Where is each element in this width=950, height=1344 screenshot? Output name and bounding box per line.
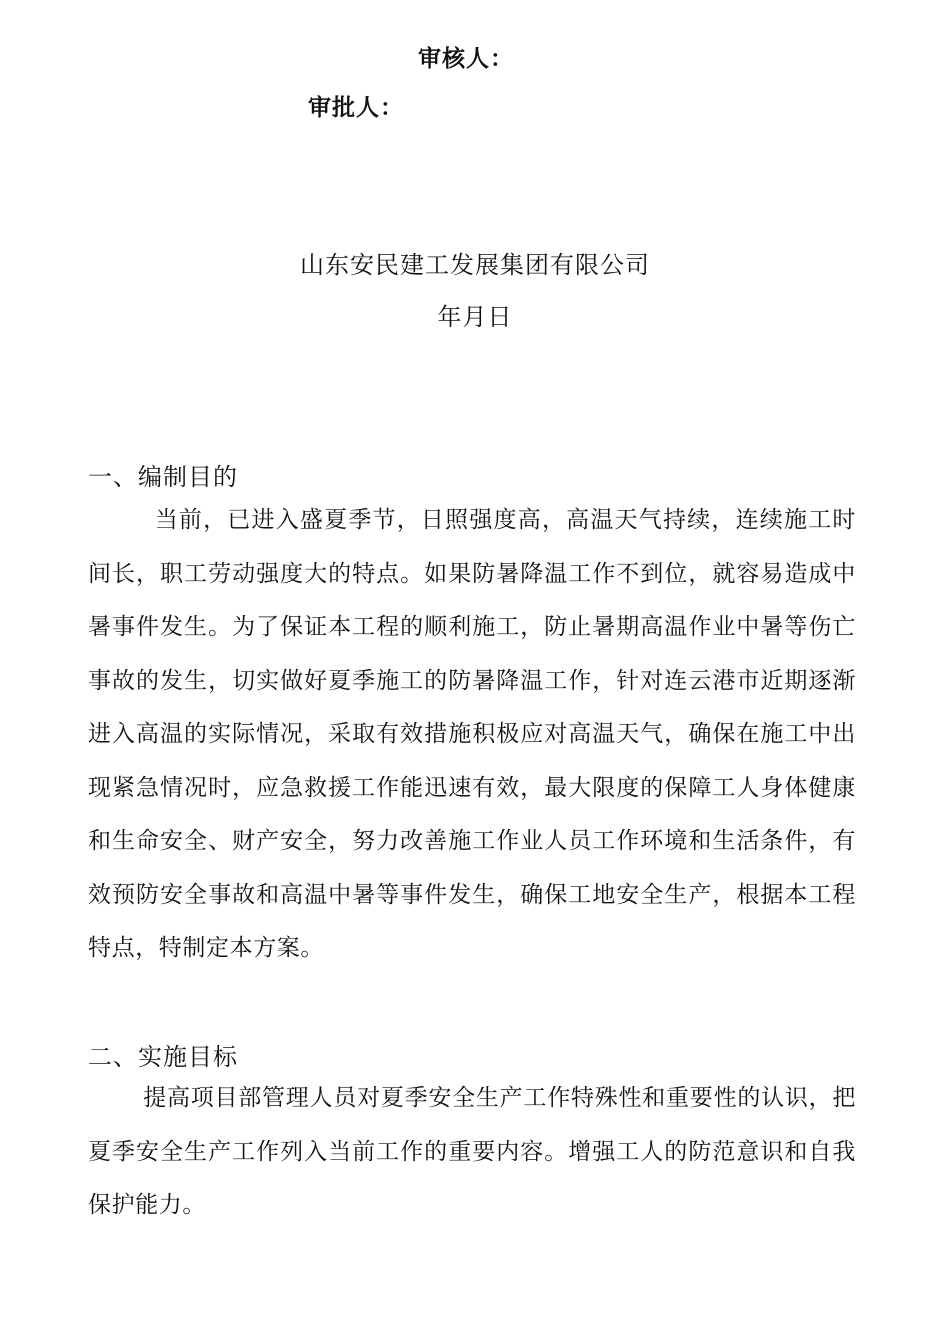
- section-heading-objectives: 二、实施目标: [88, 1043, 238, 1071]
- company-name: 山东安民建工发展集团有限公司: [300, 251, 650, 279]
- section-body-objectives: 提高项目部管理人员对夏季安全生产工作特殊性和重要性的认识，把夏季安全生产工作列入当前工作的重要内容。增强工人的防范意识和自我保护能力。: [88, 1085, 856, 1218]
- section-body-purpose: 当前，已进入盛夏季节，日照强度高，高温天气持续，连续施工时间长，职工劳动强度大的特点。如果防暑降温工作不到位，就容易造成中暑事件发生。为了保证本工程的顺利施工，防止暑期高温作业中暑等伤亡事故的发生，切实做好夏季施工的防暑降温工作，针对连云港市近期逐渐进入高温的实际情况，采取有效措施积极应对高温天气，确保在施工中出现紧急情况时，应急救援工作能迅速有效，最大限度的保障工人身体健康和生命安全、财产安全，努力改善施工作业人员工作环境和生活条件，有效预防安全事故和高温中暑等事件发生，确保工地安全生产，根据本工程特点，特制定本方案。: [88, 507, 856, 961]
- issue-date: 年月日: [437, 303, 513, 331]
- approver-label: 审批人：: [308, 95, 404, 121]
- section-heading-purpose: 一、编制目的: [88, 463, 238, 491]
- reviewer-label: 审核人：: [418, 46, 514, 72]
